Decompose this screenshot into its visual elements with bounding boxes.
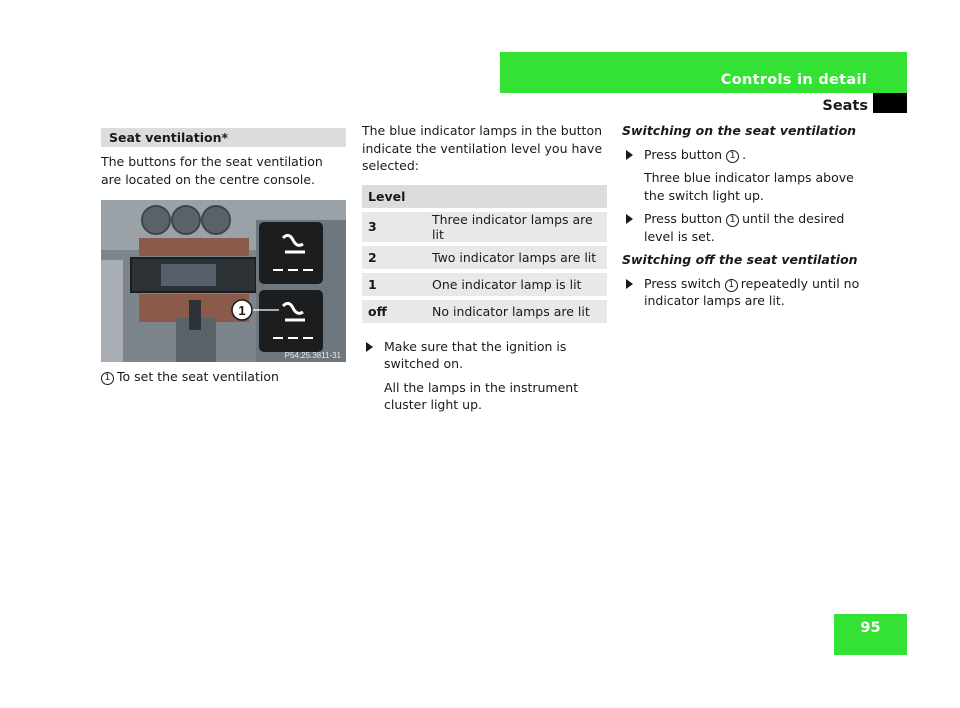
bullet-arrow-icon bbox=[626, 279, 633, 289]
column-indicator-levels bbox=[362, 122, 607, 414]
image-code: P54.25.3811-31 bbox=[284, 351, 341, 360]
chapter-title: Controls in detail bbox=[720, 72, 867, 88]
table-row bbox=[362, 273, 607, 296]
description-cell: One indicator lamp is lit bbox=[432, 276, 582, 292]
table-header-row bbox=[362, 185, 607, 208]
description-cell: Three indicator lamps are lit bbox=[432, 211, 593, 242]
bullet-arrow-icon bbox=[366, 342, 373, 352]
centre-console-photo bbox=[101, 200, 346, 362]
intro-paragraph: The buttons for the seat ventilation are located on the centre console. bbox=[101, 154, 323, 187]
console-illustration bbox=[101, 200, 346, 362]
callout-number: 1 bbox=[726, 150, 739, 163]
description-cell: No indicator lamps are lit bbox=[432, 303, 590, 319]
level-table bbox=[362, 185, 607, 323]
callout-number: 1 bbox=[726, 214, 739, 227]
heading-switching-on: Switching on the seat ventilation bbox=[622, 123, 857, 138]
section-title: Seats bbox=[822, 98, 868, 114]
page-number-box bbox=[834, 614, 907, 655]
caption-text: To set the seat ventilation bbox=[117, 369, 279, 384]
heading-seat-ventilation: Seat ventilation* bbox=[101, 128, 346, 147]
image-caption bbox=[101, 368, 346, 386]
callout-number: 1 bbox=[101, 372, 114, 385]
bullet-arrow-icon bbox=[626, 214, 633, 224]
heading-switching-off: Switching off the seat ventilation bbox=[622, 252, 858, 267]
header-bar bbox=[500, 52, 907, 93]
instruction-ignition bbox=[362, 338, 607, 373]
column-seat-ventilation bbox=[101, 128, 346, 386]
instruction-text: Make sure that the ignition is switched on. bbox=[384, 338, 567, 371]
table-row bbox=[362, 300, 607, 323]
instruction-result: All the lamps in the instrument cluster light up. bbox=[384, 379, 579, 412]
level-cell: off bbox=[368, 303, 387, 319]
level-cell: 2 bbox=[368, 249, 377, 265]
page-number: 95 bbox=[860, 620, 881, 636]
column-switching bbox=[622, 122, 872, 310]
level-cell: 1 bbox=[368, 276, 377, 292]
table-header-level: Level bbox=[368, 188, 406, 204]
table-row bbox=[362, 212, 607, 242]
level-cell: 3 bbox=[368, 219, 377, 234]
instruction-result: Three blue indicator lamps above the switch light up. bbox=[644, 170, 854, 203]
instruction-press-switch: Press switch 1 repeatedly until no indicator lamps are lit. bbox=[622, 275, 872, 310]
table-row bbox=[362, 246, 607, 269]
description-cell: Two indicator lamps are lit bbox=[432, 249, 597, 265]
section-marker bbox=[873, 93, 907, 113]
instruction-press-repeat: Press button 1 until the desired level is set. bbox=[622, 210, 872, 245]
image-callout: 1 bbox=[238, 303, 246, 318]
instruction-press-button: Press button 1 . bbox=[622, 146, 872, 164]
indicator-paragraph: The blue indicator lamps in the button indicate the ventilation level you have selected: bbox=[362, 123, 603, 173]
table-header-empty bbox=[426, 185, 607, 208]
bullet-arrow-icon bbox=[626, 150, 633, 160]
callout-number: 1 bbox=[725, 279, 738, 292]
